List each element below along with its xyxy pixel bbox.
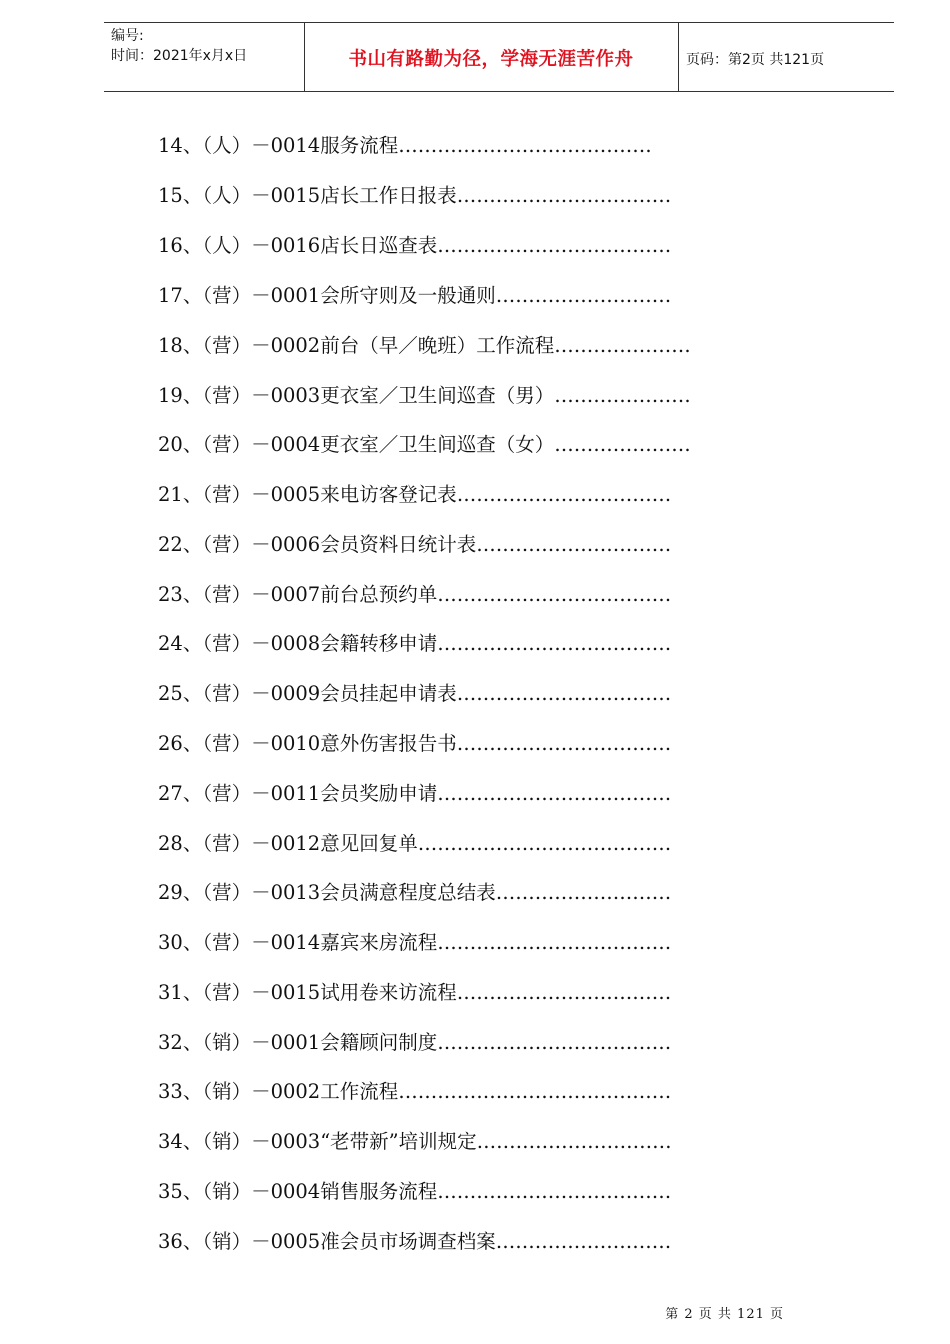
toc-item: 32、（销）－0001会籍顾问制度……………………………… — [158, 1031, 672, 1054]
toc-item: 21、（营）－0005来电访客登记表…………………………… — [158, 483, 672, 506]
toc-item: 25、（营）－0009会员挂起申请表…………………………… — [158, 682, 672, 705]
document-number-label: 编号: — [111, 28, 144, 44]
header-page-cell — [678, 23, 894, 91]
toc-item: 18、（营）－0002前台（早／晚班）工作流程………………… — [158, 334, 691, 357]
motto-text: 书山有路勤为径，学海无涯苦作舟 — [348, 49, 634, 70]
toc-item: 23、（营）－0007前台总预约单……………………………… — [158, 583, 672, 606]
page-header — [104, 22, 894, 92]
toc-item: 27、（营）－0011会员奖励申请……………………………… — [158, 782, 672, 805]
document-date: 时间：2021年x月x日 — [111, 48, 248, 64]
header-meta — [104, 23, 305, 91]
toc-item: 34、（销）－0003“老带新”培训规定………………………… — [158, 1130, 672, 1153]
toc-item: 36、（销）－0005准会员市场调查档案……………………… — [158, 1230, 672, 1253]
toc-item: 31、（营）－0015试用卷来访流程…………………………… — [158, 981, 672, 1004]
toc-item: 17、（营）－0001会所守则及一般通则……………………… — [158, 284, 672, 307]
toc-item: 30、（营）－0014嘉宾来房流程……………………………… — [158, 931, 672, 954]
header-motto-cell — [304, 23, 679, 91]
toc-item: 24、（营）－0008会籍转移申请……………………………… — [158, 632, 672, 655]
toc-item: 16、（人）－0016店长日巡查表……………………………… — [158, 234, 672, 257]
toc-item: 28、（营）－0012意见回复单………………………………… — [158, 832, 672, 855]
toc-item: 26、（营）－0010意外伤害报告书…………………………… — [158, 732, 672, 755]
toc-item: 20、（营）－0004更衣室／卫生间巡查（女）………………… — [158, 433, 691, 456]
toc-item: 29、（营）－0013会员满意程度总结表……………………… — [158, 881, 672, 904]
toc-item: 35、（销）－0004销售服务流程……………………………… — [158, 1180, 672, 1203]
page-footer: 第 2 页 共 121 页 — [665, 1307, 784, 1322]
toc-item: 19、（营）－0003更衣室／卫生间巡查（男）………………… — [158, 384, 691, 407]
toc-item: 33、（销）－0002工作流程…………………………………… — [158, 1080, 672, 1103]
header-page-info: 页码：第2页 共121页 — [686, 52, 825, 68]
toc-item: 22、（营）－0006会员资料日统计表………………………… — [158, 533, 672, 556]
toc-item: 15、（人）－0015店长工作日报表…………………………… — [158, 184, 672, 207]
toc-item: 14、（人）－0014服务流程………………………………… — [158, 134, 652, 157]
